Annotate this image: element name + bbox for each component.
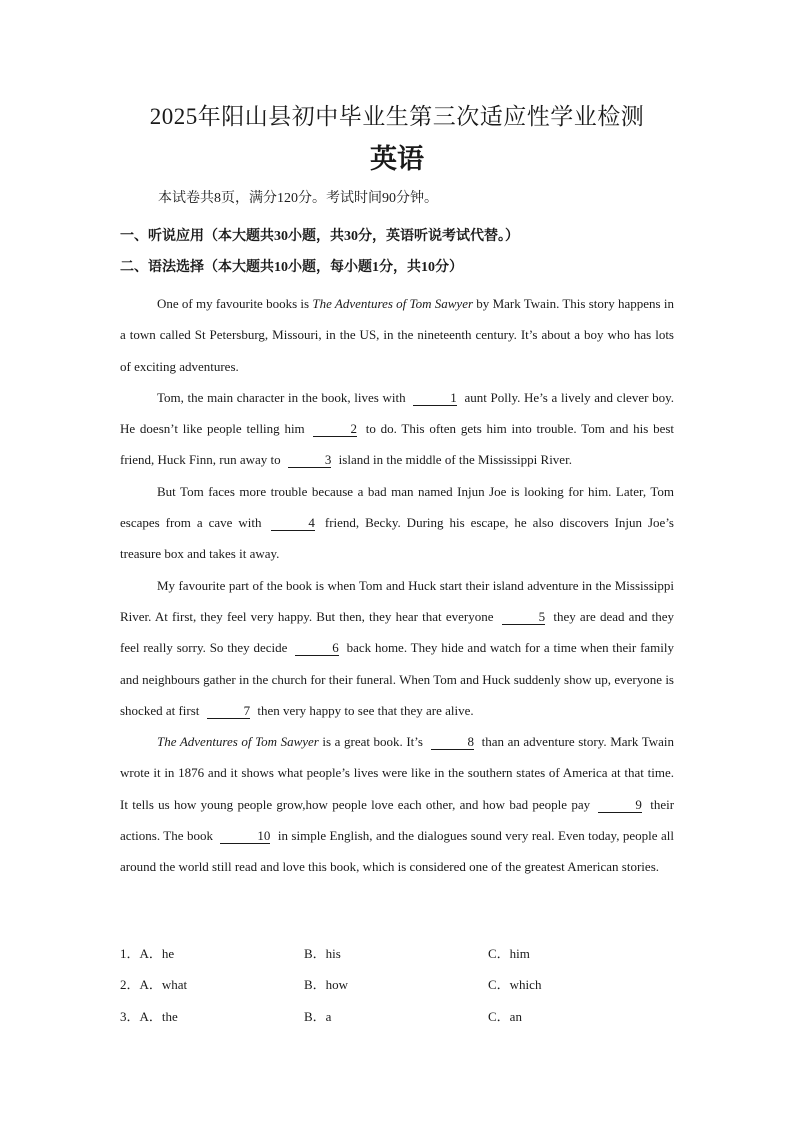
- option-b: B．how: [304, 977, 349, 993]
- blank-5: 5: [502, 609, 546, 625]
- blank-1: 1: [413, 390, 457, 406]
- question-2-options: [120, 974, 680, 1005]
- blank-6: 6: [295, 640, 339, 656]
- exam-intro: 本试卷共8页，满分120分。考试时间90分钟。: [158, 191, 438, 206]
- blank-3: 3: [288, 452, 332, 468]
- question-3-options: [120, 1006, 680, 1037]
- option-a: 1．A．he: [120, 946, 175, 961]
- book-title: The Adventures of Tom Sawyer: [157, 734, 319, 750]
- question-1-options: [120, 943, 680, 974]
- option-a: 2．A．what: [120, 977, 188, 993]
- section-1-heading: 一、听说应用（本大题共30小题，共30分，英语听说考试代替。）: [120, 229, 519, 244]
- answer-options: [120, 943, 680, 1037]
- blank-7: 7: [207, 703, 251, 719]
- blank-8: 8: [431, 734, 475, 750]
- option-c: C．which: [488, 977, 542, 993]
- subject-title: 英语: [370, 144, 424, 175]
- book-title: The Adventures of Tom Sawyer: [312, 296, 474, 311]
- option-c: C．him: [488, 946, 530, 961]
- blank-10: 10: [220, 828, 270, 844]
- paragraph-2: Tom, the main character in the book, lives with 1 aunt Polly. He’s a lively and clever boy. He doesn’t like people telling him 2 to do. This often gets him into trouble. Tom and his best friend, Huck Finn, run away to 3 island in the middle of the Mississippi River.: [120, 389, 675, 468]
- paragraph-3: But Tom faces more trouble because a bad man named Injun Joe is looking for him. Later, Tom escapes from a cave with 4 friend, Becky. During his escape, he also discovers Injun Joe’s treasure box and takes it away.: [120, 483, 674, 562]
- reading-passage: [120, 288, 674, 883]
- section-2-heading: 二、语法选择（本大题共10小题，每小题1分，共10分）: [120, 260, 463, 275]
- paragraph-1: One of my favourite books is The Adventures of Tom Sawyer by Mark Twain. This story happens in a town called St Petersburg, Missouri, in the US, in the nineteenth century. It’s about a boy who has lots of exciting adventures.: [120, 296, 674, 374]
- exam-title: 2025年阳山县初中毕业生第三次适应性学业检测: [149, 104, 645, 129]
- option-a: 3．A．the: [120, 1008, 178, 1024]
- option-c: C．an: [488, 1008, 522, 1024]
- option-b: B．his: [304, 946, 341, 961]
- paragraph-5: The Adventures of Tom Sawyer is a great book. It’s 8 than an adventure story. Mark Twain wrote it in 1876 and it shows what people’s lives were like in the southern states of America at that time. It tells us how young people grow,how people love each other, and how bad people pay 9 their actions. The book 10 in simple English, and the dialogues sound very real. Even today, people all around the world still read and love this book, which is considered one of the greatest American stories.: [120, 734, 675, 875]
- blank-4: 4: [271, 515, 315, 531]
- blank-2: 2: [313, 421, 357, 437]
- option-b: B．a: [304, 1008, 332, 1024]
- blank-9: 9: [598, 797, 642, 813]
- paragraph-4: My favourite part of the book is when Tom and Huck start their island adventure in the Mississippi River. At first, they feel very happy. But then, they hear that everyone 5 they are dead and they feel really sorry. So they decide 6 back home. They hide and watch for a time when their family and neighbours gather in the church for their funeral. When Tom and Huck suddenly show up, everyone is shocked at first 7 then very happy to see that they are alive.: [120, 577, 675, 718]
